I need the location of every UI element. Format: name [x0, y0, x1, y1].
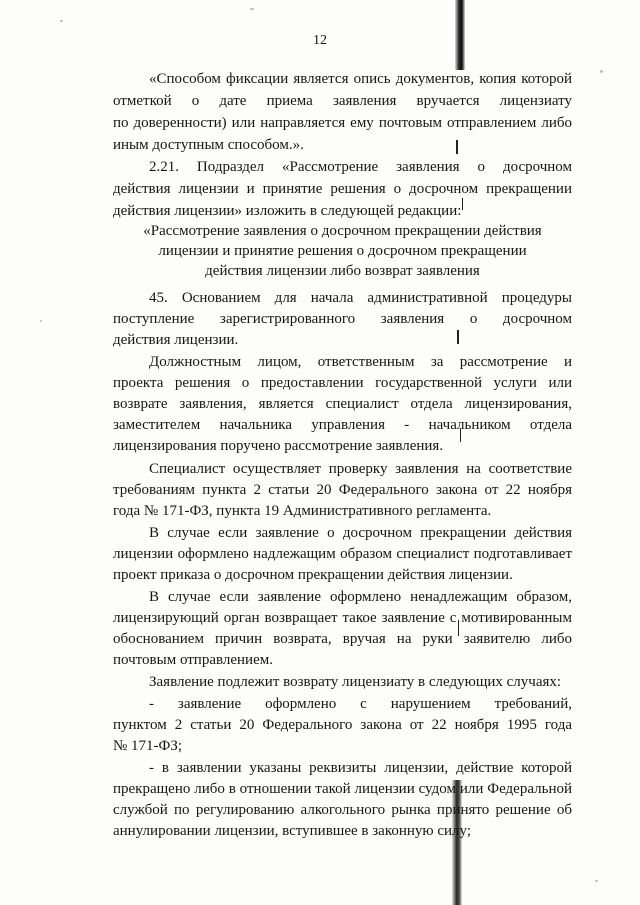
text-line: действия лицензии» изложить в следующей редакции:	[113, 203, 462, 219]
text-line: года № 171-ФЗ, пункта 19 Административного регламента.	[113, 503, 492, 519]
text-line: лицензии оформлено надлежащим образом специалист подготавливает	[113, 546, 572, 562]
scan-speck	[250, 8, 254, 10]
text-line: возврате заявления, является специалист отдела лицензирования,	[113, 396, 572, 412]
text-line: Должностным лицом, ответственным за рассмотрение и	[149, 354, 572, 370]
text-line: требованиям пункта 2 статьи 20 Федерального закона от 22 ноября	[113, 482, 572, 498]
scan-speck	[595, 880, 598, 882]
scan-speck	[40, 320, 42, 322]
text-line: - заявление оформлено с нарушением требований,	[149, 696, 572, 712]
text-line: лицензирующий орган возвращает такое заявление с мотивированным	[113, 610, 572, 626]
text-line: 2.21. Подраздел «Рассмотрение заявления о досрочном	[149, 159, 572, 175]
text-line: поступление зарегистрированного заявления о досрочном	[113, 311, 572, 327]
text-line: проект приказа о досрочном прекращении действия лицензии.	[113, 567, 513, 583]
text-line: отметкой о дате приема заявления вручается лицензиату	[113, 93, 572, 109]
text-line: аннулировании лицензии, вступившее в законную силу;	[113, 823, 472, 839]
text-line: иным доступным способом.».	[113, 137, 304, 153]
text-line: пунктом 2 статьи 20 Федерального закона от 22 ноября 1995 года	[113, 717, 572, 733]
page-number: 12	[313, 33, 327, 48]
text-line: Специалист осуществляет проверку заявления на соответствие	[149, 461, 572, 477]
text-line: лицензирования поручено рассмотрение заявления.	[113, 438, 444, 454]
text-line: службой по регулированию алкогольного рынка принято решение об	[113, 802, 572, 818]
text-line: прекращено либо в отношении такой лицензии судом или Федеральной	[113, 781, 572, 797]
text-line: № 171-ФЗ;	[113, 738, 183, 754]
text-line: В случае если заявление оформлено ненадлежащим образом,	[149, 589, 572, 605]
scan-speck	[60, 20, 63, 22]
text-line: проекта решения о предоставлении государственной услуги или	[113, 375, 572, 391]
text-line: 45. Основанием для начала административной процедуры	[149, 290, 572, 306]
scan-speck	[600, 70, 603, 73]
section-heading-line: лицензии и принятие решения о досрочном прекращении	[158, 243, 527, 259]
text-line: заместителем начальника управления - начальником отдела	[113, 417, 572, 433]
text-line: обоснованием причин возврата, вручая на руки заявителю либо	[113, 631, 572, 647]
text-line: по доверенности) или направляется ему почтовым отправлением либо	[113, 115, 572, 131]
text-line: почтовым отправлением.	[113, 652, 273, 668]
text-line: - в заявлении указаны реквизиты лицензии, действие которой	[149, 760, 572, 776]
text-line: В случае если заявление о досрочном прекращении действия	[149, 525, 572, 541]
section-heading-line: действия лицензии либо возврат заявления	[205, 263, 480, 279]
text-line: действия лицензии.	[113, 332, 239, 348]
text-line: действия лицензии и принятие решения о досрочном прекращении	[113, 181, 572, 197]
section-heading-line: «Рассмотрение заявления о досрочном прекращении действия	[143, 223, 542, 239]
text-line: Заявление подлежит возврату лицензиату в следующих случаях:	[149, 674, 562, 690]
text-line: «Способом фиксации является опись документов, копия которой	[149, 71, 572, 87]
